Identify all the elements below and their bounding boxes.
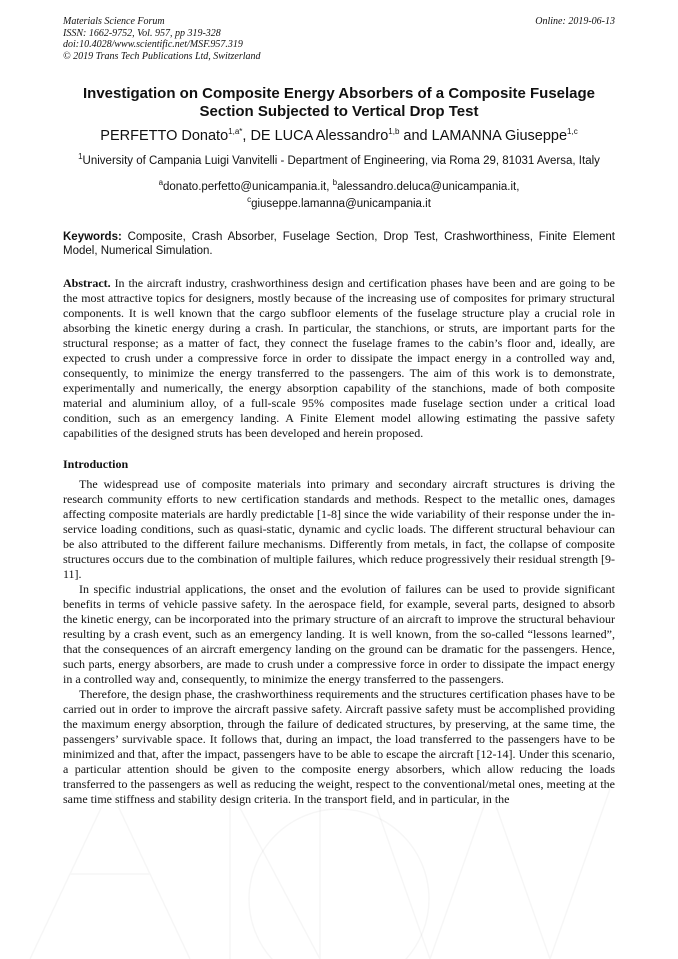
author-superscript: 1,b: [388, 127, 400, 136]
email-superscript: a: [158, 177, 164, 187]
publication-header: [63, 16, 615, 62]
author-name: LAMANNA Giuseppe: [431, 127, 568, 144]
email-link[interactable]: alessandro.deluca@unicampania.it,: [337, 180, 520, 193]
body-paragraph: The widespread use of composite materials into primary and secondary aircraft structures is driving the research community efforts to new certification standards and methods. Respect to the metallic ones, damages affecting composite materials are hardly predictable [1-8] since the wide variability of their response under the in-service loading conditions, such as quasi-static, dynamic and cyclic loads. The different structural behaviour can be also attributed to the different failure mechanisms. Differently from metals, in fact, the collapse of composite structures occurs due to the combination of multiple failures, which reduce progressively their residual strength [9-11].: [63, 477, 615, 582]
abstract-label: Abstract.: [63, 276, 111, 291]
affiliation-superscript: 1: [78, 151, 83, 161]
abstract-section: [63, 276, 615, 441]
online-date: Online: 2019-06-13: [535, 16, 615, 27]
author-separator: ,: [242, 127, 251, 144]
body-paragraph: Therefore, the design phase, the crashworthiness requirements and the structures certification phases have to be carried out in order to improve the aircraft passive safety. Aircraft passive safety must be accomplished providing the maximum energy absorption, through the failure of dedicated structures, by preserving, at the same time, the passengers’ survivable space. It follows that, during an impact, the load transferred to the passengers have to be minimized and that, after the impact, passengers have to be able to escape the aircraft [12-14]. Under this scenario, a particular attention should be given to the composite energy absorbers, which allow reducing the loads transferred to the passengers as well as reducing the weight, respect to the conventional/metal ones, meeting at the same time stiffness and stability design criteria. In the transport field, and in particular, in the: [63, 687, 615, 807]
email-superscript: c: [247, 195, 252, 205]
section-heading-introduction: Introduction: [63, 457, 129, 472]
author-superscript: 1,a*: [228, 127, 243, 136]
keywords-label: Keywords:: [63, 231, 122, 244]
author-emails: [63, 176, 615, 212]
email-link[interactable]: donato.perfetto@unicampania.it,: [163, 180, 333, 193]
author-name: PERFETTO Donato: [100, 127, 229, 144]
doi-line: doi:10.4028/www.scientific.net/MSF.957.319: [63, 39, 243, 50]
author-superscript: 1,c: [567, 127, 578, 136]
email-link[interactable]: giuseppe.lamanna@unicampania.it: [251, 198, 431, 211]
body-paragraph: In specific industrial applications, the onset and the evolution of failures can be used to provide significant benefits in terms of vehicle passive safety. In the aerospace field, for example, several parts, designed to absorb the kinetic energy, can be incorporated into the primary structure of an aircraft to improve the structural behaviour resulting by a crash event, such as an emergency landing. It is well known, from the so-called “lessons learned”, that the consequences of an aircraft emergency landing on the ground can be dramatic for the passengers. Hence, such parts, energy absorbers, are made to crush under a compressive force in order to dissipate the impact energy in a controlled way and, consequently, to minimize the energy transferred to the passengers.: [63, 582, 615, 687]
author-separator: and: [399, 127, 432, 144]
author-name: DE LUCA Alessandro: [250, 127, 389, 144]
affiliation-text: University of Campania Luigi Vanvitelli - Department of Engineering, via Roma 29, 81031 Aversa, Italy: [82, 154, 600, 167]
issn-line: ISSN: 1662-9752, Vol. 957, pp 319-328: [63, 27, 221, 39]
email-superscript: b: [332, 177, 338, 187]
keywords-text: Composite, Crash Absorber, Fuselage Section, Drop Test, Crashworthiness, Finite Element Model, Numerical Simulation.: [63, 231, 615, 258]
keywords-section: [63, 230, 615, 258]
journal-name: Materials Science Forum: [63, 16, 165, 27]
copyright-line: © 2019 Trans Tech Publications Ltd, Switzerland: [63, 50, 261, 62]
affiliation: [63, 150, 615, 168]
author-list: [63, 123, 615, 145]
paper-title: Investigation on Composite Energy Absorbers of a Composite Fuselage Section Subjected to Vertical Drop Test: [82, 85, 596, 120]
abstract-text: In the aircraft industry, crashworthiness design and certification phases have been and are going to be the most attractive topics for designers, mostly because of the increasing use of composites for primary structural components. It is well known that the cargo subfloor elements of the fuselage structure play a crucial role in absorbing the kinetic energy during a crash. In particular, the stanchions, or struts, are important parts for the structural response; as a matter of fact, they connect the fuselage frames to the cabin’s floor and, ideally, are expected to crush under a compressive force in order to dissipate the impact energy in a controlled way and, consequently, to minimize the energy transferred to the passengers. The aim of this work is to demonstrate, experimentally and numerically, the energy absorption capability of the stanchions, made of both composite material and aluminium alloy, of a full-scale 95% composites made fuselage section under a critical load condition, such as an emergency landing. A Finite Element model allowing estimating the passive safety capabilities of the designed struts has been developed and herein proposed.: [63, 276, 615, 441]
